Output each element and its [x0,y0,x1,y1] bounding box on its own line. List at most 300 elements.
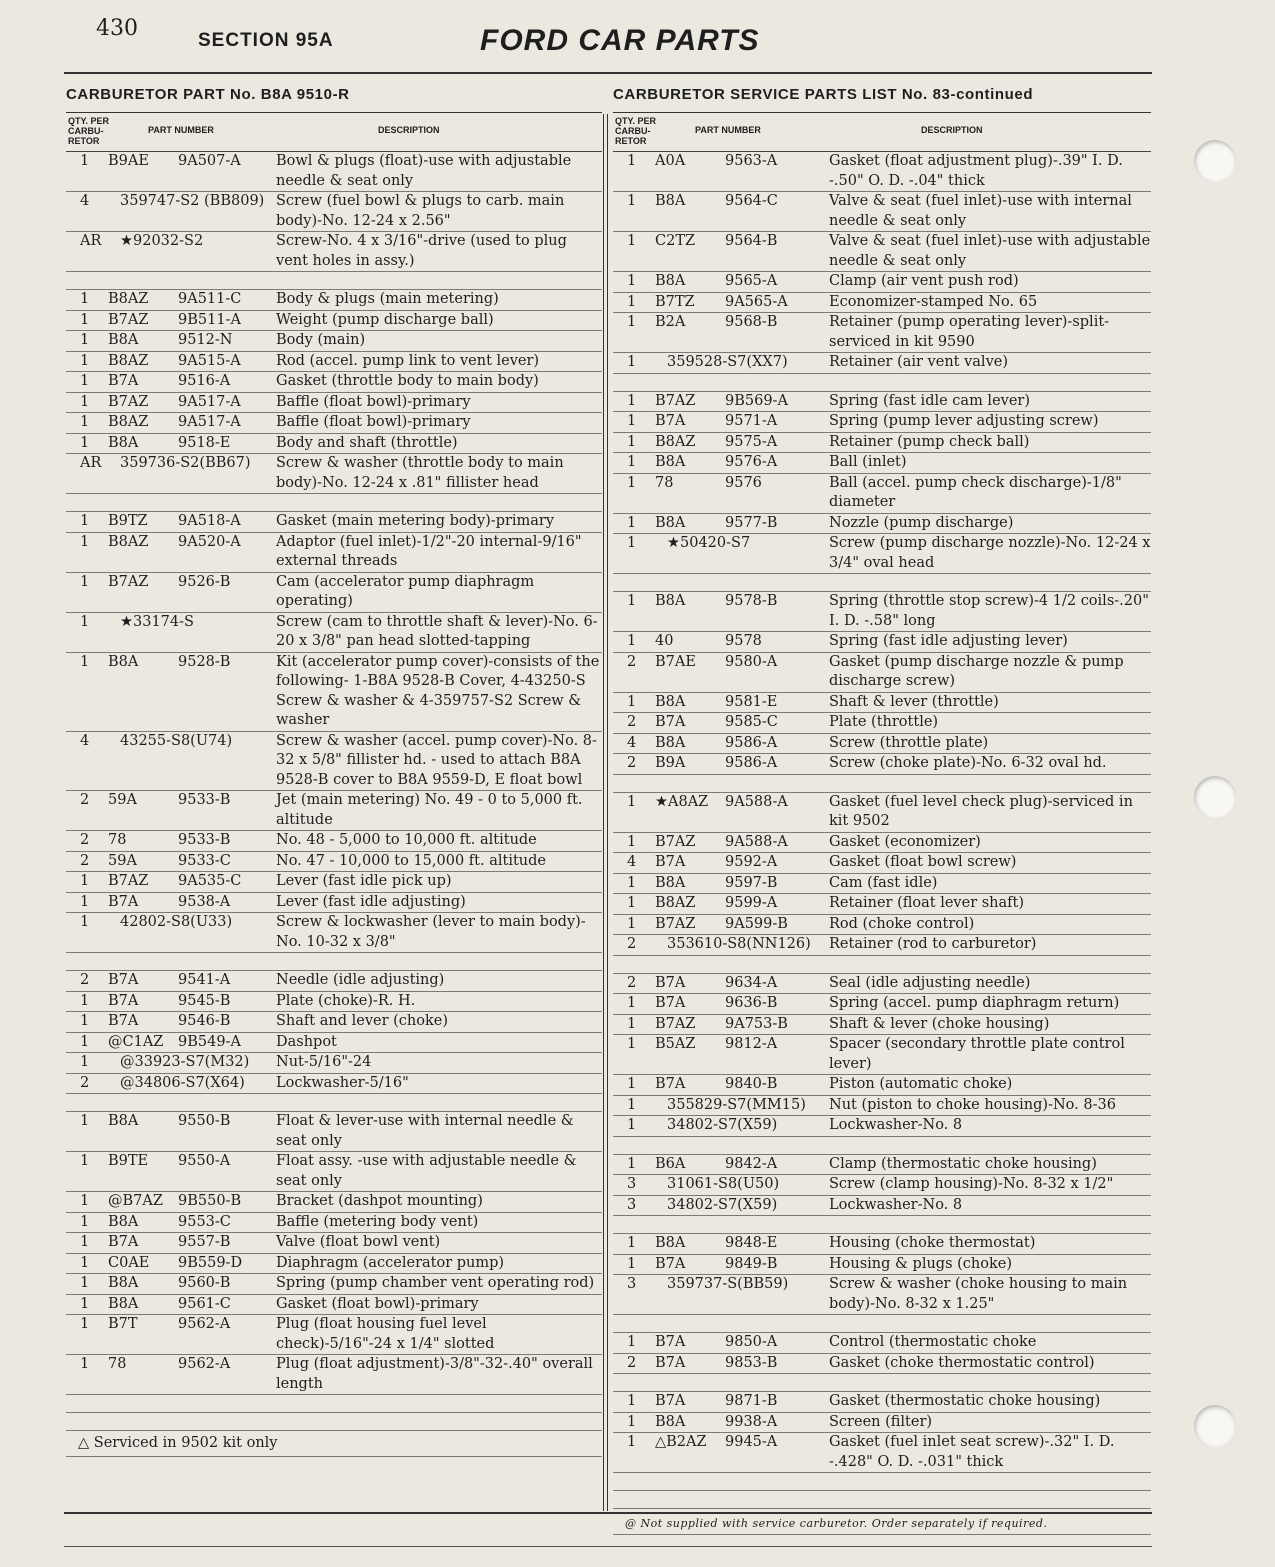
table-row [613,1015,1151,1036]
description-cell: Spring (pump lever adjusting screw) [829,413,1099,429]
part-number-cell: 42802-S8(U33) [120,914,233,930]
table-row [613,1234,1151,1255]
table-row [66,290,602,311]
qty-cell: 1 [627,633,637,649]
description-cell: Adaptor (fuel inlet)-1/2"-20 internal-9/16" external threads [276,533,582,569]
qty-cell: 1 [80,434,90,451]
qty-cell: 2 [80,792,90,808]
part-prefix-cell: B7AZ [108,311,149,328]
blank-row [613,1216,1151,1234]
table-row [66,372,602,393]
part-prefix-cell: 78 [655,474,674,491]
part-number-cell: 9871-B [725,1393,778,1409]
qty-cell: 2 [627,755,637,771]
qty-cell: 1 [627,1117,637,1133]
table-row [66,653,602,732]
table-row [66,1074,602,1095]
qty-cell: 1 [80,1295,90,1312]
qty-cell: 1 [627,433,637,450]
description-cell: Housing (choke thermostat) [829,1235,1036,1251]
part-prefix-cell: B7A [108,373,139,389]
part-number-cell: 359747-S2 (BB809) [120,193,265,209]
description-cell: Plate (choke)-R. H. [276,992,416,1009]
description-cell: Body and shaft (throttle) [276,434,458,451]
blank-row [613,775,1151,793]
description-cell: Screw & lockwasher (lever to main body)-No. 10-32 x 3/8" [276,914,586,950]
description-cell: Screw (clamp housing)-No. 8-32 x 1/2" [829,1176,1114,1192]
part-prefix-cell: B7AZ [655,1015,696,1032]
description-header: DESCRIPTION [378,125,440,135]
right-parts-list [613,152,1151,1509]
table-row [613,313,1151,353]
description-cell: Screw & washer (accel. pump cover)-No. 8-32 x 5/8" fillister hd. - used to attach B8A 9528-B cover to B8A 9559-D, E float bowl [276,732,597,788]
qty-cell: 1 [80,393,90,410]
description-cell: Screw (pump discharge nozzle)-No. 12-24 x 3/4" oval head [829,535,1151,571]
qty-cell: 1 [80,1153,90,1169]
qty-cell: 4 [627,854,637,870]
left-column-title: CARBURETOR PART No. B8A 9510-R [66,86,602,113]
part-prefix-cell: B7A [108,972,139,988]
blank-row [613,1374,1151,1392]
description-cell: Gasket (thermostatic choke housing) [829,1393,1101,1409]
table-row [66,1192,602,1213]
part-prefix-cell: B7A [655,1393,686,1409]
qty-cell: 1 [80,1193,90,1209]
part-number-cell: 9571-A [725,413,778,429]
description-cell: Nut (piston to choke housing)-No. 8-36 [829,1096,1116,1113]
table-row [66,1053,602,1074]
part-prefix-cell: B8A [108,1275,139,1291]
part-prefix-cell: B8A [655,693,686,710]
part-prefix-cell: B7A [108,992,139,1009]
part-number-cell: 9636-B [725,995,778,1011]
part-prefix-cell: △B2AZ [655,1434,707,1450]
part-number-cell: 9599-A [725,895,778,911]
description-cell: Screw & washer (choke housing to main body)-No. 8-32 x 1.25" [829,1276,1128,1312]
left-table-header [66,113,602,152]
right-column [613,86,1151,1535]
binder-hole [1194,140,1236,182]
qty-cell: 1 [80,1013,90,1029]
description-cell: Control (thermostatic choke [829,1334,1037,1350]
table-row [613,1392,1151,1413]
qty-cell: 1 [80,1254,90,1271]
description-cell: Spring (pump chamber vent operating rod) [276,1275,595,1291]
table-row [613,1096,1151,1117]
part-number-cell: 9546-B [178,1013,231,1029]
part-number-cell: 9853-B [725,1354,778,1371]
table-row [66,971,602,992]
part-prefix-cell: B7A [108,1234,139,1250]
part-number-cell: 9526-B [178,573,231,590]
description-cell: Screen (filter) [829,1413,933,1430]
qty-cell: 1 [80,573,90,590]
description-cell: Cam (fast idle) [829,874,938,891]
description-cell: Jet (main metering) No. 49 - 0 to 5,000 ft. altitude [276,792,583,828]
section-heading: SECTION 95A [198,30,334,51]
qty-cell: 1 [627,153,637,169]
description-cell: Gasket (float adjustment plug)-.39" I. D. -.50" O. D. -.04" thick [829,153,1123,189]
part-number-cell: 9585-C [725,714,778,730]
qty-cell: 1 [627,514,637,531]
part-number-cell: 9553-C [178,1213,231,1230]
part-number-cell: 9850-A [725,1334,778,1350]
table-row [66,791,602,831]
part-prefix-cell: B8AZ [108,291,149,307]
table-row [66,1152,602,1192]
description-cell: Bracket (dashpot mounting) [276,1193,483,1209]
description-cell: Seal (idle adjusting needle) [829,974,1031,991]
page-title: FORD CAR PARTS [480,24,760,57]
part-number-cell: 9938-A [725,1413,778,1430]
table-row [613,592,1151,632]
qty-cell: 2 [80,852,90,869]
part-prefix-cell: B7A [655,714,686,730]
table-row [66,1254,602,1275]
part-prefix-cell: B7A [655,413,686,429]
table-row [613,192,1151,232]
part-prefix-cell: B7A [655,1354,686,1371]
part-number-cell: 9512-N [178,332,233,348]
table-row [613,1175,1151,1196]
blank-row [66,272,602,290]
description-cell: Gasket (float bowl screw) [829,854,1017,870]
blank-row [613,1315,1151,1333]
description-cell: Body & plugs (main metering) [276,291,499,307]
part-prefix-cell: A0A [655,153,686,169]
qty-cell: 1 [627,995,637,1011]
qty-cell: 1 [627,1434,637,1450]
description-cell: Rod (choke control) [829,915,975,932]
part-prefix-cell: B7A [108,893,139,910]
description-cell: Dashpot [276,1033,337,1050]
top-rule [64,72,1152,74]
table-row [613,1116,1151,1137]
qty-cell: 1 [627,833,637,850]
description-cell: Retainer (rod to carburetor) [829,936,1037,952]
part-prefix-cell: B2A [655,314,686,330]
qty-cell: 1 [627,535,637,551]
part-prefix-cell: B8AZ [108,352,149,369]
table-row [66,1012,602,1033]
part-prefix-cell: B7AE [655,653,696,670]
part-prefix-cell: B8A [655,593,686,609]
qty-cell: 1 [627,874,637,891]
description-cell: Screw-No. 4 x 3/16"-drive (used to plug vent holes in assy.) [276,233,567,269]
part-number-cell: 9563-A [725,153,778,169]
part-prefix-cell: B7T [108,1316,138,1332]
blank-row [613,1473,1151,1491]
part-number-cell: @34806-S7(X64) [120,1074,245,1091]
part-number-cell: 9578 [725,633,762,649]
qty-cell: 1 [80,1275,90,1291]
part-number-cell: 9557-B [178,1234,231,1250]
part-prefix-cell: B7AZ [108,573,149,590]
part-number-cell: 9840-B [725,1076,778,1092]
qty-cell: 3 [627,1196,637,1213]
binder-hole [1194,1405,1236,1447]
description-cell: Valve & seat (fuel inlet)-use with internal needle & seat only [829,193,1132,229]
description-cell: Gasket (main metering body)-primary [276,513,555,529]
part-number-cell: 9550-A [178,1153,231,1169]
part-prefix-cell: B7AZ [655,915,696,932]
part-number-cell: 9A565-A [725,293,788,310]
blank-row [613,574,1151,592]
qty-cell: 1 [80,291,90,307]
description-cell: Lockwasher-5/16" [276,1074,409,1091]
page-number: 430 [96,16,138,41]
part-prefix-cell: B9TZ [108,513,148,529]
qty-cell: 1 [80,1234,90,1250]
qty-cell: 1 [627,593,637,609]
part-number-cell: 9848-E [725,1235,778,1251]
description-cell: No. 48 - 5,000 to 10,000 ft. altitude [276,832,537,848]
part-prefix-cell: B7AZ [655,392,696,409]
qty-cell: 1 [80,332,90,348]
qty-cell: 2 [80,1074,90,1091]
part-number-cell: 9576-A [725,454,778,470]
qty-cell: 4 [80,193,90,209]
table-row [613,453,1151,474]
qty-cell: 1 [80,352,90,369]
qty-cell: 2 [627,714,637,730]
qty-cell: 3 [627,1276,637,1292]
part-number-cell: 353610-S8(NN126) [667,936,811,952]
qty-cell: 1 [627,293,637,310]
table-row [613,653,1151,693]
part-number-cell: 9B511-A [178,311,241,328]
description-cell: Bowl & plugs (float)-use with adjustable needle & seat only [276,153,572,189]
part-number-cell: 9586-A [725,734,778,751]
description-cell: Screw (choke plate)-No. 6-32 oval hd. [829,755,1107,771]
description-cell: Screw (throttle plate) [829,734,989,751]
part-prefix-cell: @C1AZ [108,1033,164,1050]
description-cell: Retainer (pump check ball) [829,433,1030,450]
table-row [613,1035,1151,1075]
part-number-cell: 359736-S2(BB67) [120,455,251,471]
part-prefix-cell: B7A [655,854,686,870]
qty-cell: 3 [627,1176,637,1192]
part-number-cell: 9A599-B [725,915,788,932]
part-number-cell: 9842-A [725,1155,778,1172]
description-cell: Shaft & lever (choke housing) [829,1015,1050,1032]
table-row [66,192,602,232]
description-header: DESCRIPTION [921,125,983,135]
qty-cell: 1 [627,1155,637,1172]
part-number-cell: 9A518-A [178,513,241,529]
table-row [613,1275,1151,1315]
qty-cell: 1 [627,693,637,710]
part-number-cell: 9A517-A [178,393,241,410]
part-number-cell: 9A517-A [178,414,241,430]
part-number-cell: 9580-A [725,653,778,670]
table-row [66,732,602,792]
qty-cell: 1 [80,513,90,529]
description-cell: Weight (pump discharge ball) [276,311,494,328]
description-cell: Diaphragm (accelerator pump) [276,1254,505,1271]
left-parts-list [66,152,602,1431]
part-prefix-cell: B6A [655,1155,686,1172]
part-prefix-cell: B9AE [108,153,149,169]
qty-cell: 1 [627,793,637,810]
table-row [613,853,1151,874]
description-cell: Clamp (thermostatic choke housing) [829,1155,1097,1172]
table-row [66,413,602,434]
description-cell: Ball (inlet) [829,454,907,470]
part-prefix-cell: B5AZ [655,1036,696,1052]
description-cell: Baffle (float bowl)-primary [276,414,471,430]
description-cell: Spring (fast idle cam lever) [829,392,1031,409]
description-cell: Nozzle (pump discharge) [829,514,1014,531]
part-prefix-cell: B8AZ [655,433,696,450]
part-number-cell: @33923-S7(M32) [120,1054,250,1070]
qty-cell: 1 [627,314,637,330]
table-row [613,1413,1151,1434]
table-row [613,833,1151,854]
part-number-cell: 9A515-A [178,352,241,369]
part-number-cell: 9578-B [725,593,778,609]
part-prefix-cell: B8AZ [108,414,149,430]
table-row [613,935,1151,956]
table-row [613,713,1151,734]
table-row [66,1315,602,1355]
table-row [613,994,1151,1015]
qty-cell: 1 [80,533,90,550]
table-row [613,734,1151,755]
table-row [613,632,1151,653]
qty-cell: 1 [80,873,90,889]
part-number-cell: 9849-B [725,1255,778,1272]
table-row [66,1213,602,1234]
description-cell: Clamp (air vent push rod) [829,273,1019,289]
blank-row [613,1491,1151,1509]
part-number-cell: ★50420-S7 [667,535,751,551]
table-row [66,434,602,455]
part-number-cell: 9577-B [725,514,778,531]
table-row [613,693,1151,714]
part-number-cell: 9561-C [178,1295,231,1312]
blank-row [66,1094,602,1112]
part-number-cell: 9A753-B [725,1015,788,1032]
qty-cell: 1 [627,1235,637,1251]
description-cell: Retainer (float lever shaft) [829,895,1025,911]
qty-cell: 4 [627,734,637,751]
part-prefix-cell: B8A [655,1235,686,1251]
qty-cell: 1 [627,1393,637,1409]
left-footnote: △ Serviced in 9502 kit only [66,1431,602,1457]
part-prefix-cell: B8A [655,514,686,531]
part-number-cell: 9560-B [178,1275,231,1291]
table-row [66,152,602,192]
table-row [613,874,1151,895]
part-number-cell: 9550-B [178,1113,231,1129]
qty-cell: 1 [80,1113,90,1129]
table-row [613,534,1151,574]
description-cell: Gasket (choke thermostatic control) [829,1354,1095,1371]
table-row [613,894,1151,915]
description-cell: Housing & plugs (choke) [829,1255,1012,1272]
part-number-cell: 9562-A [178,1356,231,1372]
blank-row [613,1137,1151,1155]
qty-cell: 1 [80,311,90,328]
qty-cell: 1 [627,474,637,491]
part-prefix-cell: C0AE [108,1254,150,1271]
part-prefix-cell: 78 [108,1356,127,1372]
part-number-cell: 9A520-A [178,533,241,550]
part-prefix-cell: B7A [108,1013,139,1029]
qty-cell: 1 [627,1015,637,1032]
blank-row [66,1395,602,1413]
qty-cell: 1 [80,1356,90,1372]
qty-cell: 2 [627,653,637,670]
table-row [66,913,602,953]
description-cell: Piston (automatic choke) [829,1076,1013,1092]
part-number-cell: 9A507-A [178,153,241,169]
qty-cell: 1 [80,153,90,169]
part-number-cell: 31061-S8(U50) [667,1176,780,1192]
part-number-cell: 9533-B [178,832,231,848]
table-row [66,311,602,332]
description-cell: Gasket (fuel inlet seat screw)-.32" I. D. -.428" O. D. -.031" thick [829,1434,1115,1470]
qty-cell: 1 [627,1413,637,1430]
qty-cell: 1 [627,1255,637,1272]
qty-cell: 1 [80,1213,90,1230]
qty-cell: 1 [627,233,637,249]
qty-cell: 2 [627,1354,637,1371]
description-cell: Ball (accel. pump check discharge)-1/8" diameter [829,474,1122,510]
qty-cell: 1 [627,413,637,429]
description-cell: Rod (accel. pump link to vent lever) [276,352,540,369]
part-number-cell: 9538-A [178,893,231,910]
part-number-cell: 9B549-A [178,1033,241,1050]
part-prefix-cell: B8A [108,1213,139,1230]
part-number-cell: 9576 [725,474,762,491]
qty-cell: 1 [627,1334,637,1350]
description-cell: Body (main) [276,332,366,348]
description-cell: Float & lever-use with internal needle & seat only [276,1113,574,1149]
qty-cell: 1 [80,1033,90,1050]
part-prefix-cell: 40 [655,633,674,649]
table-row [613,272,1151,293]
table-row [613,474,1151,514]
part-number-cell: 9545-B [178,992,231,1009]
description-cell: Screw (cam to throttle shaft & lever)-No. 6-20 x 3/8" pan head slotted-tapping [276,613,598,649]
part-prefix-cell: B7A [655,1076,686,1092]
part-prefix-cell: B8A [108,1113,139,1129]
part-number-cell: 43255-S8(U74) [120,732,233,749]
description-cell: Gasket (pump discharge nozzle & pump discharge screw) [829,653,1124,689]
table-row [613,232,1151,272]
table-row [613,1196,1151,1217]
left-column [66,86,602,1457]
part-prefix-cell: 59A [108,852,137,869]
part-prefix-cell: B8A [655,1413,686,1430]
part-number-cell: 9533-C [178,852,231,869]
table-row [66,1233,602,1254]
part-number-cell: ★92032-S2 [120,233,204,249]
part-number-cell: 9A511-C [178,291,242,307]
description-cell: Gasket (fuel level check plug)-serviced in kit 9502 [829,793,1133,829]
table-row [66,533,602,573]
table-row [66,573,602,613]
qty-cell: 1 [80,1054,90,1070]
table-row [66,1112,602,1152]
description-cell: Cam (accelerator pump diaphragm operating) [276,573,535,609]
part-prefix-cell: @B7AZ [108,1193,163,1209]
table-row [66,1295,602,1316]
description-cell: Gasket (economizer) [829,833,981,850]
part-number-cell: 9B559-D [178,1254,243,1271]
